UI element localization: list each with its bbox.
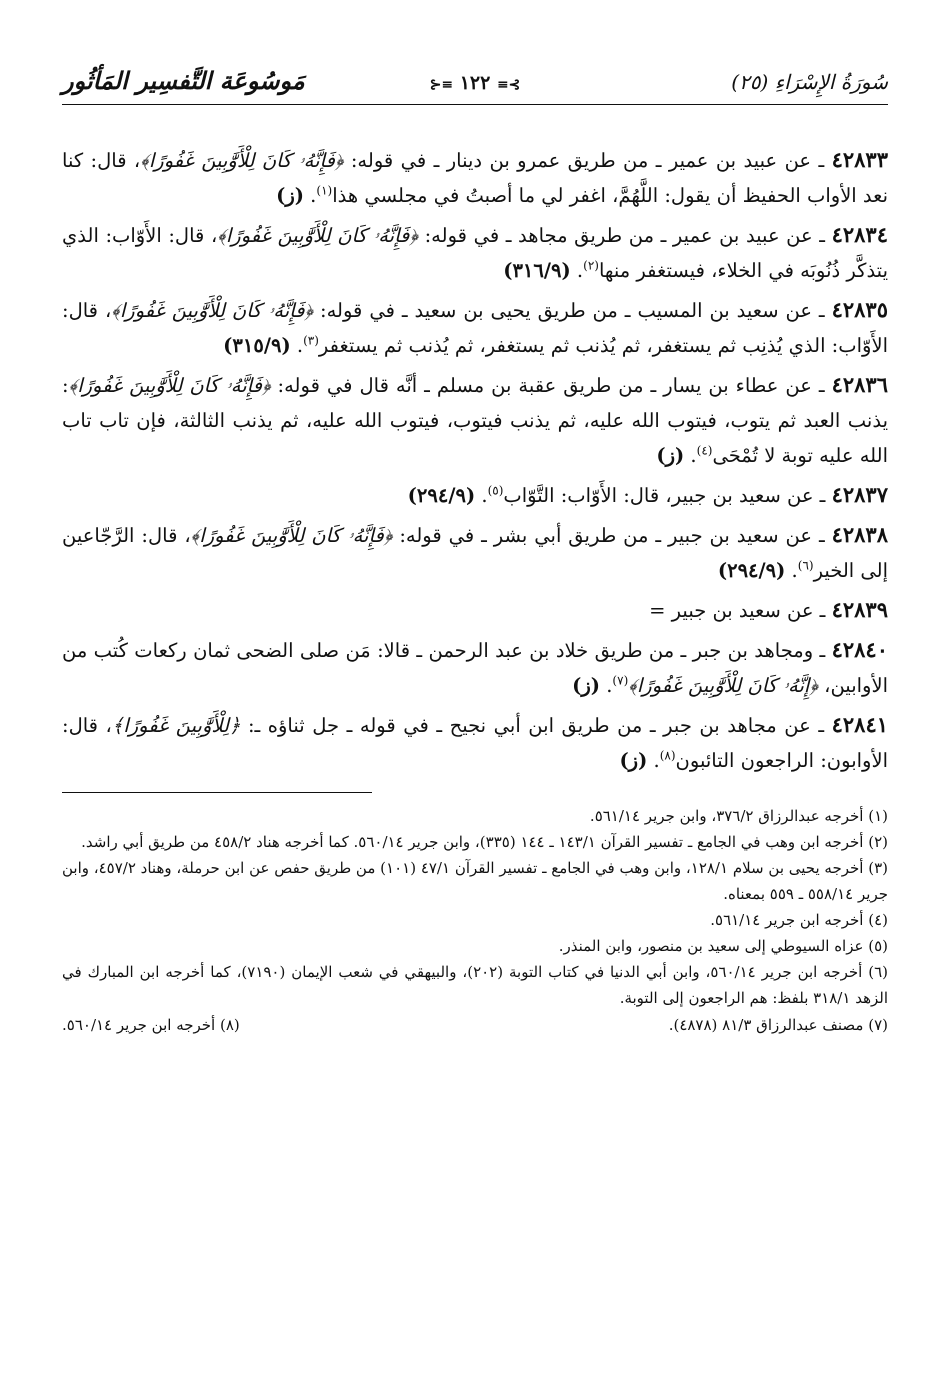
quran-quote: ﴿فَإِنَّهُۥ كَانَ لِلْأَوَّٰبِينَ غَفُورًا﴾	[111, 299, 314, 322]
entry-text: ـ عن عطاء بن يسار ـ من طريق عقبة بن مسلم ـ أنَّه قال في قوله:	[270, 374, 832, 397]
footnote: (٨) أخرجه ابن جرير ٥٦٠/١٤.	[62, 1016, 240, 1034]
entry-reference: (ز)	[619, 749, 648, 772]
book-title: مَوسُوعَة التَّفسِير المَأثُور	[62, 66, 305, 95]
narration-entry	[62, 367, 888, 473]
quran-quote: ﴿فَإِنَّهُۥ كَانَ لِلْأَوَّٰبِينَ غَفُورًا﴾	[190, 524, 393, 547]
entry-number: ٤٢٨٣٤	[831, 222, 888, 247]
entry-text: ـ عن عبيد بن عمير ـ من طريق عمرو بن دينار ـ في قوله:	[343, 149, 832, 172]
quran-quote: ﴿إِنَّهُۥ كَانَ لِلْأَوَّٰبِينَ غَفُورًا﴾	[628, 674, 818, 697]
entry-punct: .	[647, 749, 660, 772]
footnote: (١) أخرجه عبدالرزاق ٣٧٦/٢، وابن جرير ٥٦١/١٤.	[589, 807, 888, 825]
entry-text: ـ عن سعيد بن جبير =	[649, 599, 832, 622]
quran-quote: ﴿لِلْأَوَّٰبِينَ غَفُورًا﴾	[111, 714, 241, 737]
entry-number: ٤٢٨٣٥	[831, 297, 888, 322]
entry-text: ـ عن سعيد بن جبير ـ من طريق أبي بشر ـ في قوله:	[392, 524, 832, 547]
footnote-row	[62, 1011, 888, 1039]
entry-text: : يذنب العبد ثم يتوب، فيتوب الله عليه، ثم يذنب فيتوب، فيتوب الله عليه، ثم يذنب الثالثة، فإن تاب تاب الله عليه توبة لا تُمْحَى	[62, 374, 888, 467]
entry-text: ـ عن سعيد بن جبير، قال: الأَوّاب: التَّوّاب	[503, 484, 832, 507]
entry-reference: (ز)	[572, 674, 601, 697]
footnotes-section	[62, 803, 888, 1039]
footnote: (٣) أخرجه يحيى بن سلام ١٢٨/١، وابن وهب في الجامع ـ تفسير القرآن ٤٧/١ (١٠١) من طريق حفص عن ابن حرملة، وهناد ٤٥٧/٢، وابن جرير ٥٥٨/١٤ ـ ٥٥٩ بمعناه.	[62, 859, 888, 903]
footnote-marker: (٥)	[487, 483, 504, 498]
entry-reference: (٣١٦/٩)	[503, 259, 571, 282]
entry-reference: (ز)	[656, 444, 685, 467]
entry-number: ٤٢٨٤١	[831, 712, 889, 737]
entry-punct: .	[570, 259, 584, 282]
narration-entry	[62, 517, 888, 588]
ornament-right-icon: ⊱≡	[496, 77, 521, 93]
surah-title: سُورَةُ الإِسْرَاءِ (٢٥)	[731, 70, 888, 94]
entry-text: ـ ومجاهد بن جبر ـ من طريق خلاد بن عبد الرحمن ـ قالا: مَن صلى الضحى ثمان ركعات كُتب من الأوابين،	[62, 639, 888, 697]
narration-entry	[62, 217, 888, 288]
entry-reference: (٢٩٤/٩)	[407, 484, 476, 507]
footnote: (٧) مصنف عبدالرزاق ٨١/٣ (٤٨٧٨).	[668, 1016, 888, 1034]
entry-number: ٤٢٨٣٦	[831, 372, 888, 397]
footnote: (٦) أخرجه ابن جرير ٥٦٠/١٤، وابن أبي الدنيا في كتاب التوبة (٢٠٢)، والبيهقي في شعب الإيمان (٧١٩٠)، كما أخرجه ابن المبارك في الزهد ٣١٨/١ بلفظ: هم الراجعون إلى التوبة.	[62, 963, 888, 1007]
narration-entry	[62, 632, 888, 703]
entries-body	[62, 142, 888, 778]
header-rule	[62, 104, 888, 105]
entry-number: ٤٢٨٣٧	[831, 482, 888, 507]
quran-quote: ﴿فَإِنَّهُۥ كَانَ لِلْأَوَّٰبِينَ غَفُورًا﴾	[217, 224, 419, 247]
quran-quote: ﴿فَإِنَّهُۥ كَانَ لِلْأَوَّٰبِينَ غَفُورًا﴾	[68, 374, 271, 397]
narration-entry	[62, 592, 888, 628]
footnote: (٥) عزاه السيوطي إلى سعيد بن منصور، وابن المنذر.	[558, 937, 888, 955]
entry-text: ، قال: الأَوّاب: الذي يُذنِب ثم يستغفر، ثم يُذنب ثم يستغفر، ثم يُذنب ثم يستغفر	[62, 299, 888, 357]
quran-quote: ﴿فَإِنَّهُۥ كَانَ لِلْأَوَّٰبِينَ غَفُورًا﴾	[140, 149, 344, 172]
entry-punct: .	[303, 184, 317, 207]
footnote-marker: (٣)	[303, 333, 319, 348]
entry-text: ، قال: كنا نعد الأواب الحفيظ أن يقول: اللَّهُمَّ، اغفر لي ما أصبتُ في مجلسي هذا	[62, 149, 888, 207]
footnote-marker: (٦)	[797, 558, 814, 573]
page-header	[62, 60, 888, 106]
narration-entry	[62, 142, 888, 213]
entry-number: ٤٢٨٣٩	[831, 597, 888, 622]
entry-text: ـ عن مجاهد بن جبر ـ من طريق ابن أبي نجيح ـ في قوله ـ جل ثناؤه ـ:	[240, 714, 832, 737]
footnote-marker: (٢)	[583, 258, 599, 273]
entry-reference: (ز)	[276, 184, 304, 207]
footnotes-divider	[62, 792, 372, 793]
entry-number: ٤٢٨٣٨	[831, 522, 888, 547]
entry-punct: .	[600, 674, 613, 697]
ornament-left-icon: ≡⊰	[429, 77, 454, 93]
entry-text: ، قال: الأوابون: الراجعون التائبون	[62, 714, 888, 772]
entry-text: ـ عن عبيد بن عمير ـ من طريق مجاهد ـ في قوله:	[418, 224, 832, 247]
page-number: ١٢٢	[459, 72, 491, 94]
book-page	[62, 60, 888, 1039]
entry-reference: (٣١٥/٩)	[223, 334, 291, 357]
footnote-marker: (٤)	[696, 443, 713, 458]
narration-entry	[62, 707, 888, 778]
entry-text: ، قال: الأَوّاب: الذي يتذكَّر ذُنُوبَه في الخلاء، فيستغفر منها	[62, 224, 888, 282]
entry-text: ، قال: الرَّجّاعين إلى الخير	[62, 524, 888, 582]
narration-entry	[62, 477, 888, 513]
footnote: (٢) أخرجه ابن وهب في الجامع ـ تفسير القرآن ١٤٣/١ ـ ١٤٤ (٣٣٥)، وابن جرير ٥٦٠/١٤. كما أخرجه هناد ٤٥٨/٢ من طريق أبي راشد.	[81, 833, 888, 851]
entry-punct: .	[785, 559, 798, 582]
entry-number: ٤٢٨٤٠	[831, 637, 888, 662]
footnote-marker: (٧)	[612, 673, 629, 688]
entry-punct: .	[290, 334, 304, 357]
footnote-marker: (١)	[316, 183, 333, 198]
entry-number: ٤٢٨٣٣	[831, 147, 888, 172]
footnote-marker: (٨)	[659, 748, 676, 763]
entry-punct: .	[684, 444, 697, 467]
entry-punct: .	[475, 484, 488, 507]
entry-reference: (٢٩٤/٩)	[717, 559, 786, 582]
entry-text: ـ عن سعيد بن المسيب ـ من طريق يحيى بن سعيد ـ في قوله:	[313, 299, 832, 322]
footnote: (٤) أخرجه ابن جرير ٥٦١/١٤.	[710, 911, 888, 929]
narration-entry	[62, 292, 888, 363]
